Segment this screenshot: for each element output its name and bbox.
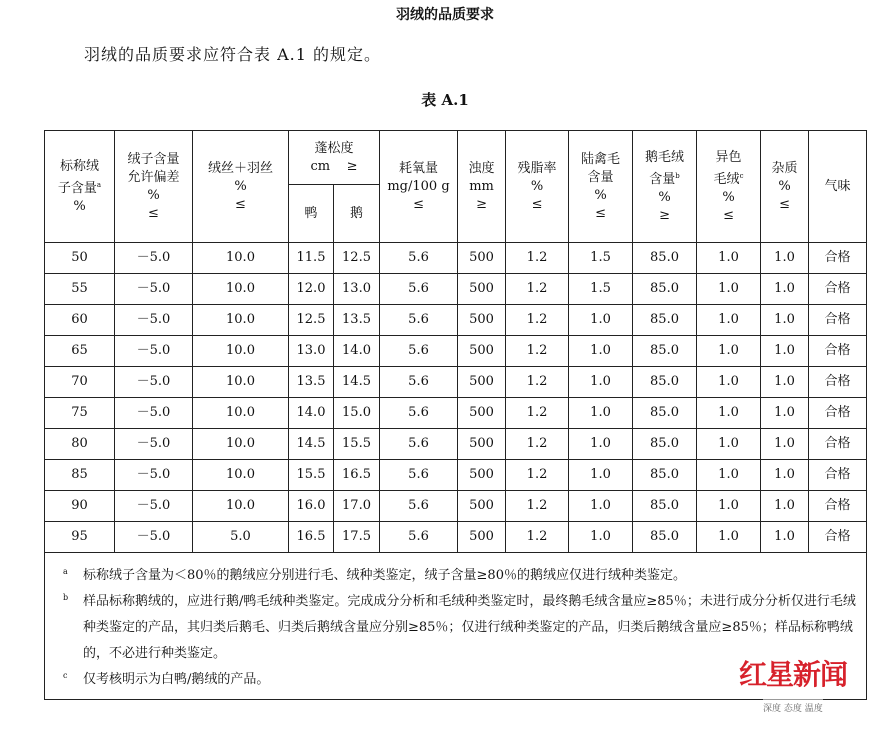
table-cell: 合格: [809, 367, 867, 398]
table-cell: 60: [45, 305, 115, 336]
table-cell: 75: [45, 398, 115, 429]
table-cell: 13.0: [289, 336, 334, 367]
table-cell: 5.6: [380, 398, 458, 429]
table-cell: 16.0: [289, 491, 334, 522]
quality-table: [44, 130, 867, 700]
table-cell: 13.5: [289, 367, 334, 398]
table-cell: 10.0: [193, 336, 289, 367]
table-cell: 5.6: [380, 305, 458, 336]
table-cell: 1.0: [697, 398, 761, 429]
table-cell: 500: [458, 522, 506, 553]
table-cell: 1.0: [761, 367, 809, 398]
table-cell: 1.2: [506, 522, 569, 553]
note-a: a 标称绒子含量为＜80％的鹅绒应分别进行毛、绒种类鉴定，绒子含量≥80％的鹅绒应仅进行绒种类鉴定。: [63, 567, 686, 583]
page-title: 羽绒的品质要求: [396, 7, 494, 23]
table-cell: 80: [45, 429, 115, 460]
table-cell: 5.6: [380, 460, 458, 491]
table-cell: 70: [45, 367, 115, 398]
table-row: [45, 367, 867, 398]
table-cell: 1.0: [761, 460, 809, 491]
table-cell: 85.0: [633, 367, 697, 398]
table-cell: －5.0: [115, 336, 193, 367]
table-cell: 合格: [809, 522, 867, 553]
table-caption: 表 A.1: [421, 91, 469, 109]
table-cell: 50: [45, 243, 115, 274]
table-cell: 85.0: [633, 522, 697, 553]
watermark-logo: 红星新闻: [739, 658, 848, 691]
table-cell: 1.0: [569, 429, 633, 460]
table-cell: 1.0: [697, 522, 761, 553]
table-cell: 10.0: [193, 429, 289, 460]
table-cell: 5.6: [380, 243, 458, 274]
table-row: [45, 274, 867, 305]
watermark-slogan: 深度 态度 温度: [763, 699, 823, 714]
table-cell: 12.5: [289, 305, 334, 336]
table-cell: 85.0: [633, 398, 697, 429]
header-fill-power-duck: 鸭: [289, 185, 334, 243]
table-cell: 500: [458, 398, 506, 429]
table-cell: 1.0: [761, 305, 809, 336]
table-cell: 500: [458, 460, 506, 491]
table-row: [45, 243, 867, 274]
table-cell: 16.5: [334, 460, 380, 491]
table-cell: 11.5: [289, 243, 334, 274]
table-cell: 15.0: [334, 398, 380, 429]
table-row: [45, 336, 867, 367]
table-cell: 500: [458, 274, 506, 305]
table-cell: 1.0: [569, 522, 633, 553]
table-cell: 1.0: [761, 243, 809, 274]
table-cell: 1.0: [697, 491, 761, 522]
table-cell: 合格: [809, 336, 867, 367]
header-odor: 气味: [809, 131, 867, 243]
table-cell: 85.0: [633, 243, 697, 274]
table-cell: 85.0: [633, 336, 697, 367]
table-cell: 1.0: [761, 398, 809, 429]
table-cell: 1.0: [761, 522, 809, 553]
table-cell: 500: [458, 429, 506, 460]
table-cell: 55: [45, 274, 115, 305]
table-cell: 12.0: [289, 274, 334, 305]
table-row: [45, 305, 867, 336]
header-fill-power-goose: 鹅: [334, 185, 380, 243]
table-row: [45, 460, 867, 491]
watermark: [733, 653, 883, 723]
note-c: c 仅考核明示为白鸭/鹅绒的产品。: [63, 671, 270, 687]
table-cell: 1.0: [697, 367, 761, 398]
table-cell: 14.0: [289, 398, 334, 429]
table-cell: 85.0: [633, 460, 697, 491]
table-cell: 合格: [809, 305, 867, 336]
table-cell: 1.0: [697, 460, 761, 491]
header-down-tolerance: 绒子含量 允许偏差 % ≤: [115, 131, 193, 243]
table-cell: 95: [45, 522, 115, 553]
header-goose-down-content: 鹅毛绒 含量$^b$ % ≥: [633, 131, 697, 243]
table-cell: 10.0: [193, 274, 289, 305]
table-cell: 5.6: [380, 367, 458, 398]
table-cell: 17.0: [334, 491, 380, 522]
table-cell: 10.0: [193, 243, 289, 274]
table-cell: 1.0: [569, 460, 633, 491]
note-b: b 样品标称鹅绒的，应进行鹅/鸭毛绒种类鉴定。完成成分分析和毛绒种类鉴定时，最终鹅毛绒含量应≥85％；未进行成分分析仅进行毛绒种类鉴定的产品，其归类后鹅毛、归类后鹅绒含量应分别≥85％；仅进行绒种类鉴定的产品，归类后鹅绒含量应≥85％；样品标称鸭绒的，不必进行种类鉴定。: [63, 593, 856, 661]
table-cell: 5.6: [380, 274, 458, 305]
header-impurity: 杂质 % ≤: [761, 131, 809, 243]
table-cell: 10.0: [193, 460, 289, 491]
table-cell: －5.0: [115, 305, 193, 336]
table-cell: 1.5: [569, 243, 633, 274]
table-cell: 14.0: [334, 336, 380, 367]
table-cell: －5.0: [115, 460, 193, 491]
table-cell: 5.6: [380, 491, 458, 522]
table-cell: 500: [458, 491, 506, 522]
table-cell: 合格: [809, 460, 867, 491]
table-cell: －5.0: [115, 522, 193, 553]
table-cell: 1.0: [569, 398, 633, 429]
table-cell: 85.0: [633, 305, 697, 336]
table-cell: 合格: [809, 274, 867, 305]
header-residual-fat: 残脂率 % ≤: [506, 131, 569, 243]
table-cell: 1.2: [506, 429, 569, 460]
table-cell: 90: [45, 491, 115, 522]
table-cell: 合格: [809, 243, 867, 274]
table-cell: 500: [458, 243, 506, 274]
table-cell: 合格: [809, 398, 867, 429]
table-cell: 1.2: [506, 398, 569, 429]
table-cell: －5.0: [115, 429, 193, 460]
table-cell: 10.0: [193, 305, 289, 336]
table-cell: 合格: [809, 491, 867, 522]
table-cell: 85.0: [633, 429, 697, 460]
table-cell: 1.0: [761, 336, 809, 367]
table-cell: 12.5: [334, 243, 380, 274]
table-cell: 1.0: [697, 305, 761, 336]
table-cell: 1.0: [569, 305, 633, 336]
table-cell: 1.5: [569, 274, 633, 305]
table-cell: 14.5: [289, 429, 334, 460]
table-cell: 13.0: [334, 274, 380, 305]
table-cell: 1.2: [506, 274, 569, 305]
table-cell: 10.0: [193, 367, 289, 398]
table-cell: 85: [45, 460, 115, 491]
table-cell: 1.2: [506, 491, 569, 522]
table-row: [45, 429, 867, 460]
table-cell: 16.5: [289, 522, 334, 553]
table-cell: 1.0: [569, 367, 633, 398]
header-landfowl-feather: 陆禽毛 含量 % ≤: [569, 131, 633, 243]
table-cell: 1.0: [697, 243, 761, 274]
table-cell: 500: [458, 367, 506, 398]
header-fill-power: 蓬松度 cm ≥: [289, 131, 380, 185]
table-cell: 合格: [809, 429, 867, 460]
table-cell: 1.0: [761, 491, 809, 522]
table-cell: 65: [45, 336, 115, 367]
table-cell: 1.2: [506, 305, 569, 336]
table-row: [45, 491, 867, 522]
table-cell: 500: [458, 336, 506, 367]
table-cell: 1.2: [506, 367, 569, 398]
header-turbidity: 浊度 mm ≥: [458, 131, 506, 243]
table-cell: －5.0: [115, 274, 193, 305]
table-cell: 1.0: [569, 491, 633, 522]
table-cell: 85.0: [633, 491, 697, 522]
table-cell: 5.0: [193, 522, 289, 553]
table-cell: 1.0: [761, 429, 809, 460]
table-row: [45, 522, 867, 553]
table-cell: 15.5: [289, 460, 334, 491]
table-cell: 85.0: [633, 274, 697, 305]
table-cell: 1.0: [697, 429, 761, 460]
table-cell: 15.5: [334, 429, 380, 460]
table-cell: 17.5: [334, 522, 380, 553]
table-cell: 500: [458, 305, 506, 336]
table-cell: －5.0: [115, 398, 193, 429]
header-off-color-down: 异色 毛绒$^c$ % ≤: [697, 131, 761, 243]
header-oxygen-consumption: 耗氧量 mg/100 g ≤: [380, 131, 458, 243]
intro-text: 羽绒的品质要求应符合表 A.1 的规定。: [84, 45, 381, 64]
table-cell: 5.6: [380, 522, 458, 553]
header-nominal-down-content: 标称绒 子含量$^a$ %: [45, 131, 115, 243]
table-cell: 1.2: [506, 460, 569, 491]
table-cell: 14.5: [334, 367, 380, 398]
table-cell: 10.0: [193, 491, 289, 522]
table-row: [45, 398, 867, 429]
table-cell: 10.0: [193, 398, 289, 429]
table-cell: 1.0: [569, 336, 633, 367]
table-cell: －5.0: [115, 491, 193, 522]
table-cell: 1.0: [697, 336, 761, 367]
table-cell: 5.6: [380, 336, 458, 367]
table-cell: 13.5: [334, 305, 380, 336]
table-body: [45, 243, 867, 700]
table-cell: 5.6: [380, 429, 458, 460]
table-cell: 1.2: [506, 243, 569, 274]
table-cell: 1.0: [761, 274, 809, 305]
table-cell: 1.0: [697, 274, 761, 305]
header-fiber-content: 绒丝＋羽丝 % ≤: [193, 131, 289, 243]
table-cell: －5.0: [115, 367, 193, 398]
table-cell: 1.2: [506, 336, 569, 367]
table-cell: －5.0: [115, 243, 193, 274]
